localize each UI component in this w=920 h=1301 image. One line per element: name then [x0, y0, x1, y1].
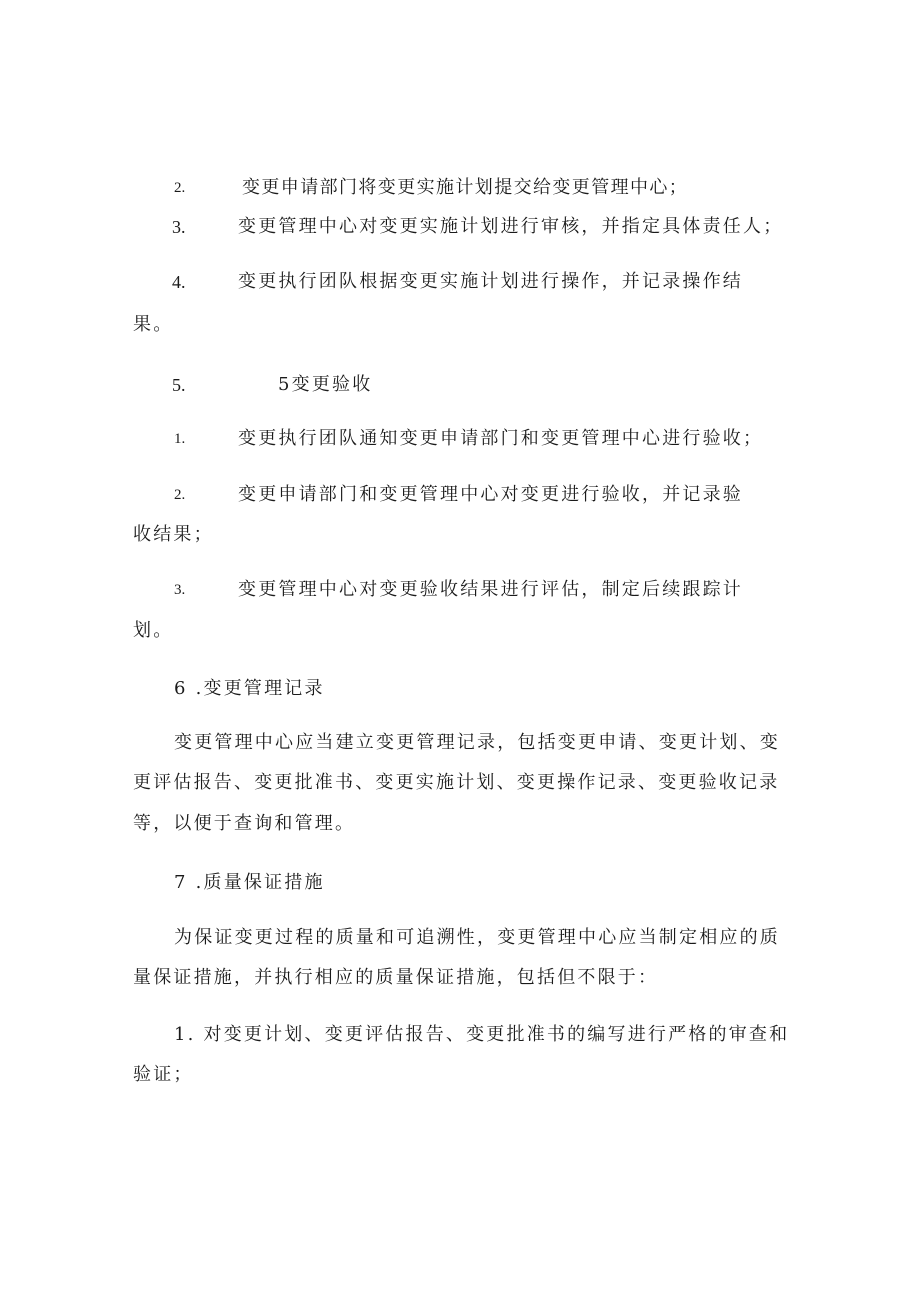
list-item-continuation: 收结果；	[133, 524, 214, 545]
paragraph-line: 等，以便于查询和管理。	[133, 813, 356, 834]
list-item-text: 变更执行团队通知变更申请部门和变更管理中心进行验收；	[238, 428, 764, 449]
list-item-text: 变更申请部门将变更实施计划提交给变更管理中心；	[242, 177, 689, 198]
list-item-number: 1.	[174, 431, 186, 447]
section-heading: 5变更验收	[278, 374, 373, 395]
list-item-continuation: 验证；	[133, 1064, 194, 1085]
list-item-number: 3.	[172, 217, 186, 237]
list-item-number: 2.	[174, 180, 186, 196]
paragraph-line: 变更管理中心应当建立变更管理记录，包括变更申请、变更计划、变	[174, 732, 780, 753]
section-number: 5.	[172, 375, 186, 395]
section-heading: 6 .变更管理记录	[174, 678, 325, 699]
list-item-text: 1. 对变更计划、变更评估报告、变更批准书的编写进行严格的审查和	[174, 1024, 790, 1045]
list-item-number: 4.	[172, 272, 186, 292]
list-item-number: 2.	[174, 487, 186, 503]
list-item-text: 变更管理中心对变更实施计划进行审核，并指定具体责任人；	[238, 216, 784, 237]
paragraph-line: 更评估报告、变更批准书、变更实施计划、变更操作记录、变更验收记录	[133, 772, 780, 793]
list-item-text: 变更申请部门和变更管理中心对变更进行验收，并记录验	[238, 484, 743, 505]
list-item-continuation: 果。	[133, 314, 174, 335]
list-item-continuation: 划。	[133, 620, 174, 641]
list-item-number: 3.	[174, 582, 186, 598]
section-heading: 7 .质量保证措施	[174, 872, 325, 893]
list-item-text: 变更管理中心对变更验收结果进行评估，制定后续跟踪计	[238, 579, 743, 600]
list-item-text: 变更执行团队根据变更实施计划进行操作，并记录操作结	[238, 271, 743, 292]
paragraph-line: 为保证变更过程的质量和可追溯性，变更管理中心应当制定相应的质	[174, 927, 780, 948]
paragraph-line: 量保证措施，并执行相应的质量保证措施，包括但不限于：	[133, 967, 659, 988]
